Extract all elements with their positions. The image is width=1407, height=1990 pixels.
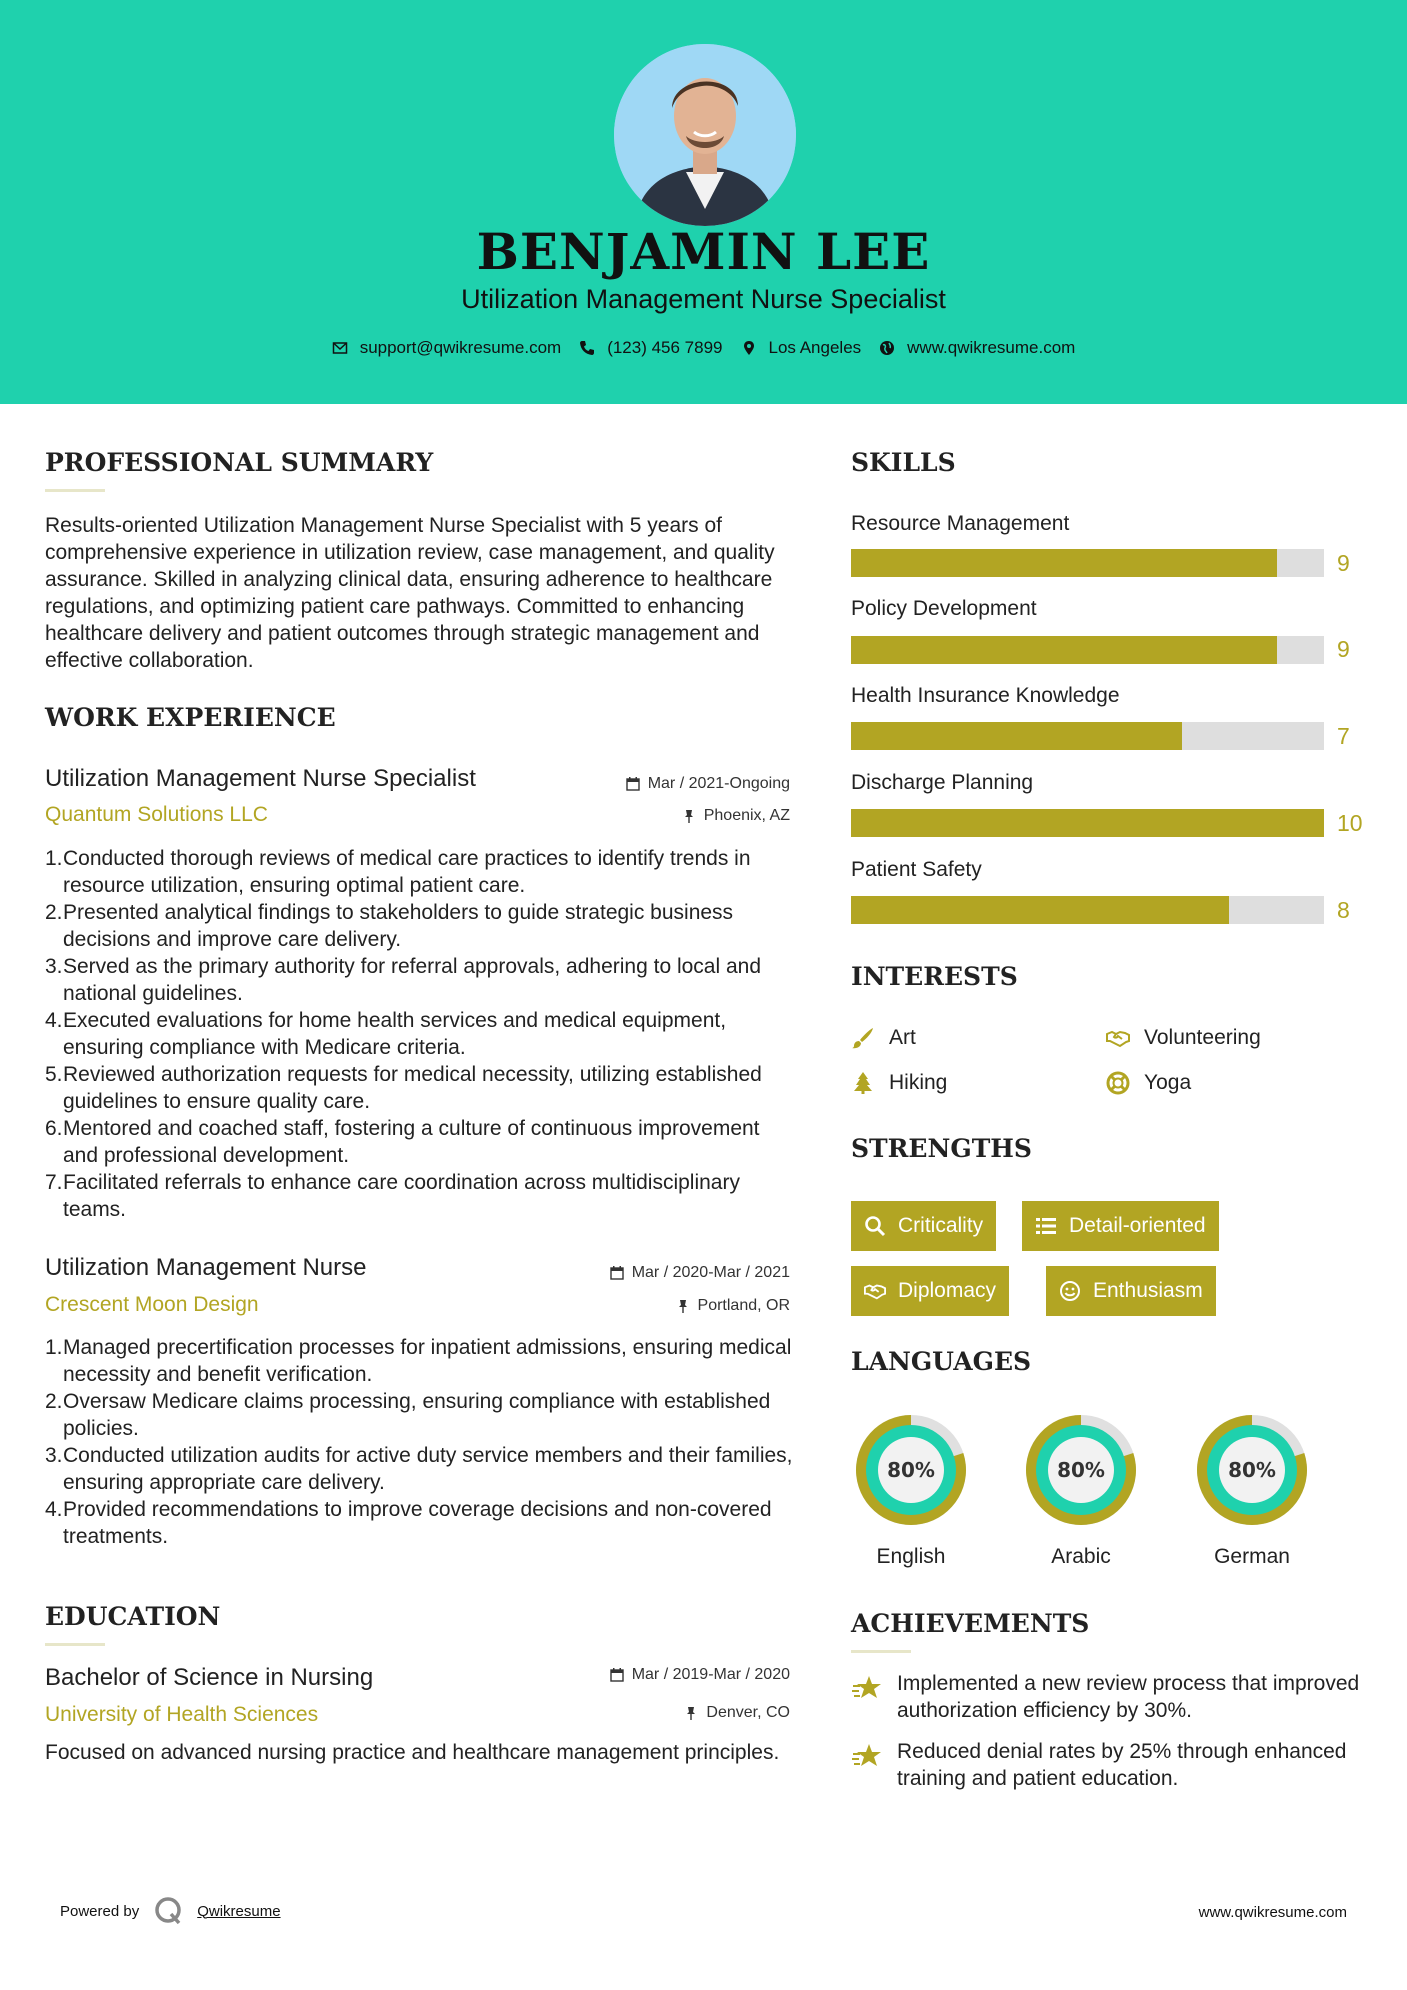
search-icon xyxy=(864,1215,886,1237)
strengths-heading: STRENGTHS xyxy=(851,1134,1032,1163)
strength-badge xyxy=(1022,1201,1219,1251)
star-badge-icon xyxy=(851,1740,883,1772)
skill-bar-fill xyxy=(851,549,1277,577)
job-title-1: Utilization Management Nurse Specialist xyxy=(45,765,476,792)
language-percent: 80% xyxy=(1228,1458,1276,1482)
list-item: 4. Provided recommendations to improve coverage decisions and non-covered treatments. xyxy=(45,1498,772,1548)
summary-heading: PROFESSIONAL SUMMARY xyxy=(45,448,434,477)
languages-heading: LANGUAGES xyxy=(851,1347,1032,1376)
interests-heading: INTERESTS xyxy=(851,962,1018,991)
skill-bar-track xyxy=(851,722,1324,750)
job-location-1 xyxy=(560,807,790,825)
pushpin-icon xyxy=(682,809,696,823)
language-percent: 80% xyxy=(887,1458,935,1482)
skill-level: 8 xyxy=(1337,897,1350,923)
skill-bar-track xyxy=(851,549,1324,577)
header-banner xyxy=(0,0,1407,404)
education-dates-text: Mar / 2019-Mar / 2020 xyxy=(631,1666,790,1683)
calendar-icon xyxy=(610,1266,624,1280)
website-text: www.qwikresume.com xyxy=(907,338,1076,357)
degree: Bachelor of Science in Nursing xyxy=(45,1664,374,1691)
globe-icon xyxy=(879,340,895,356)
list-item: 1. Conducted thorough reviews of medical care practices to identify trends in resource utilization, ensuring optimal patient care. xyxy=(45,847,751,897)
email-text: support@qwikresume.com xyxy=(359,338,562,357)
skills-heading: SKILLS xyxy=(851,448,956,477)
paintbrush-icon xyxy=(851,1026,875,1050)
skill-bar-fill xyxy=(851,636,1277,664)
map-pin-icon xyxy=(741,340,757,356)
avatar xyxy=(614,44,796,226)
list-item: 3. Served as the primary authority for referral approvals, adhering to local and national guidelines. xyxy=(45,955,762,1005)
strength-badge xyxy=(851,1201,996,1251)
education-dates xyxy=(520,1666,790,1684)
skill-label: Discharge Planning xyxy=(851,771,1034,794)
skill-level: 9 xyxy=(1337,636,1350,662)
strength-label: Detail-oriented xyxy=(1069,1214,1206,1237)
list-item: 2. Presented analytical findings to stakeholders to guide strategic business decisions and improve care delivery. xyxy=(45,901,734,951)
education-heading: EDUCATION xyxy=(45,1602,221,1631)
company-2: Crescent Moon Design xyxy=(45,1293,259,1316)
skill-bar-fill xyxy=(851,722,1182,750)
language-name: Arabic xyxy=(1051,1545,1111,1568)
skill-level: 10 xyxy=(1337,810,1363,836)
contact-email[interactable] xyxy=(332,338,562,358)
list-item: 2. Oversaw Medicare claims processing, ensuring compliance with established policies. xyxy=(45,1390,771,1440)
list-item: 7. Facilitated referrals to enhance care coordination across multidisciplinary teams. xyxy=(45,1171,740,1221)
contact-website[interactable] xyxy=(879,338,1075,358)
pushpin-icon xyxy=(676,1299,690,1313)
smile-icon xyxy=(1059,1280,1081,1302)
skill-bar-fill xyxy=(851,809,1324,837)
summary-text: Results-oriented Utilization Management Nurse Specialist with 5 years of comprehensive experience in utilization review, case management, and quality assurance. Skilled in analyzing clinical data, ensuring adherence to healthcare regulations, and optimizing patient care pathways. Committed to enhancing healthcare delivery and patient outcomes through strategic management and effective collaboration. xyxy=(45,514,775,672)
job-location-text-1: Phoenix, AZ xyxy=(703,807,790,824)
skill-label: Health Insurance Knowledge xyxy=(851,684,1120,707)
skill-label: Policy Development xyxy=(851,597,1037,620)
list-item: 1. Managed precertification processes for inpatient admissions, ensuring medical necessity and benefit verification. xyxy=(45,1336,792,1386)
skill-bar-track xyxy=(851,636,1324,664)
achievement-item xyxy=(851,1670,1361,1724)
job-dates-1 xyxy=(560,775,790,793)
experience-heading: WORK EXPERIENCE xyxy=(45,703,336,732)
job-bullets-1 xyxy=(45,845,785,1223)
lifering-icon xyxy=(1106,1071,1130,1095)
job-location-2 xyxy=(560,1297,790,1315)
language-ring xyxy=(1020,1409,1142,1531)
job-title-2: Utilization Management Nurse xyxy=(45,1254,367,1281)
phone-icon xyxy=(579,340,595,356)
envelope-icon xyxy=(332,340,348,356)
contact-location xyxy=(741,338,862,358)
skill-level: 9 xyxy=(1337,550,1350,576)
interest-yoga xyxy=(1106,1071,1191,1095)
interest-label: Hiking xyxy=(889,1071,948,1094)
language-ring xyxy=(1191,1409,1313,1531)
education-location-text: Denver, CO xyxy=(706,1704,790,1721)
job-dates-text-1: Mar / 2021-Ongoing xyxy=(647,775,790,792)
achievement-text: Reduced denial rates by 25% through enhanced training and patient education. xyxy=(897,1740,1347,1790)
candidate-title: Utilization Management Nurse Specialist xyxy=(461,284,946,314)
pushpin-icon xyxy=(684,1706,698,1720)
school: University of Health Sciences xyxy=(45,1703,319,1726)
location-text: Los Angeles xyxy=(768,338,862,357)
interest-label: Volunteering xyxy=(1144,1026,1261,1049)
strength-label: Criticality xyxy=(898,1214,984,1237)
strength-label: Diplomacy xyxy=(898,1279,997,1302)
language-ring xyxy=(850,1409,972,1531)
skill-bar-fill xyxy=(851,896,1229,924)
interest-hiking xyxy=(851,1071,947,1095)
calendar-icon xyxy=(626,777,640,791)
achievement-item xyxy=(851,1738,1361,1792)
skill-level: 7 xyxy=(1337,723,1350,749)
list-icon xyxy=(1035,1215,1057,1237)
contact-phone[interactable] xyxy=(579,338,722,358)
qwikresume-logo-icon xyxy=(153,1896,183,1926)
list-item: 3. Conducted utilization audits for active duty service members and their families, ensuring appropriate care delivery. xyxy=(45,1444,793,1494)
achievement-text: Implemented a new review process that improved authorization efficiency by 30%. xyxy=(897,1672,1360,1722)
summary-underline xyxy=(45,489,105,492)
education-underline xyxy=(45,1643,105,1646)
skill-bar-track xyxy=(851,809,1324,837)
calendar-icon xyxy=(610,1668,624,1682)
phone-text: (123) 456 7899 xyxy=(607,338,723,357)
skill-label: Patient Safety xyxy=(851,858,982,881)
list-item: 4. Executed evaluations for home health services and medical equipment, ensuring compliance with Medicare criteria. xyxy=(45,1009,727,1059)
language-name: English xyxy=(876,1545,946,1568)
strength-label: Enthusiasm xyxy=(1093,1279,1203,1302)
powered-by-text: Powered by xyxy=(60,1902,140,1920)
list-item: 5. Reviewed authorization requests for medical necessity, utilizing established guidelines to ensure quality care. xyxy=(45,1063,762,1113)
company-1: Quantum Solutions LLC xyxy=(45,803,268,826)
footer-website[interactable]: www.qwikresume.com xyxy=(1198,1904,1347,1921)
job-location-text-2: Portland, OR xyxy=(697,1297,790,1314)
education-location xyxy=(560,1704,790,1722)
job-dates-2 xyxy=(520,1264,790,1282)
contact-bar xyxy=(0,338,1407,358)
language-percent: 80% xyxy=(1057,1458,1105,1482)
qwikresume-link[interactable]: Qwikresume xyxy=(197,1902,281,1920)
strength-badge xyxy=(1046,1266,1216,1316)
list-item: 6. Mentored and coached staff, fostering a culture of continuous improvement and professional development. xyxy=(45,1117,760,1167)
education-description: Focused on advanced nursing practice and healthcare management principles. xyxy=(45,1741,780,1764)
achievements-heading: ACHIEVEMENTS xyxy=(851,1609,1090,1638)
skill-bar-track xyxy=(851,896,1324,924)
footer-powered xyxy=(60,1896,281,1926)
achievements-underline xyxy=(851,1650,911,1653)
candidate-name: BENJAMIN LEE xyxy=(476,222,931,281)
strength-badge xyxy=(851,1266,1009,1316)
skill-label: Resource Management xyxy=(851,512,1070,535)
interest-label: Yoga xyxy=(1144,1071,1192,1094)
handshake-icon xyxy=(1106,1026,1130,1050)
job-bullets-2 xyxy=(45,1334,795,1550)
interest-art xyxy=(851,1026,916,1050)
handshake-icon xyxy=(864,1280,886,1302)
interest-label: Art xyxy=(889,1026,916,1049)
star-badge-icon xyxy=(851,1672,883,1704)
job-dates-text-2: Mar / 2020-Mar / 2021 xyxy=(631,1264,790,1281)
language-name: German xyxy=(1214,1545,1290,1568)
tree-icon xyxy=(851,1071,875,1095)
interest-volunteering xyxy=(1106,1026,1261,1050)
